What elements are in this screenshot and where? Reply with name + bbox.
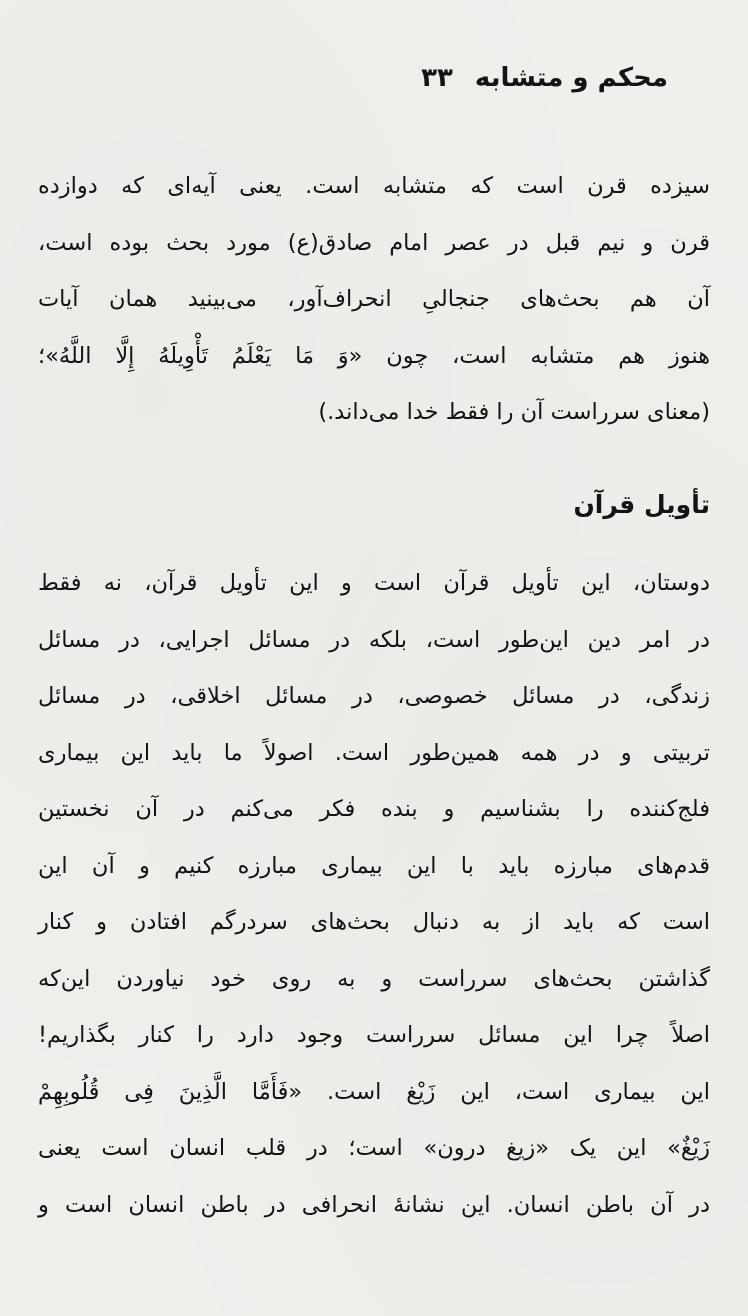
text-line: زَیْغٌ» این یک «زیغ درون» است؛ در قلب انسان است یعنی	[38, 1135, 710, 1161]
text-line: قدم‌های مبارزه باید با این بیماری مبارزه کنیم و آن این	[38, 852, 710, 879]
text-line: تربیتی و در همه همین‌طور است. اصولاً ما باید این بیماری	[38, 739, 710, 766]
text-line: این بیماری است، این زَیْغ است. «فَأَمَّا الَّذِینَ فِی قُلُوبِهِمْ	[38, 1078, 710, 1105]
text-line: هنوز هم متشابه است، چون «وَ مَا یَعْلَمُ تَأْوِیلَهُ إِلَّا اللَّهُ»؛	[38, 342, 710, 369]
text-line: در آن باطن انسان. این نشانهٔ انحرافی در باطن انسان است و	[38, 1191, 710, 1218]
running-header	[80, 58, 668, 98]
text-line: سیزده قرن است که متشابه است. یعنی آیه‌ای که دوازده	[38, 173, 710, 199]
text-line: دوستان، این تأویل قرآن است و این تأویل قرآن، نه فقط	[38, 570, 710, 596]
text-line: (معنای سرراست آن را فقط خدا می‌داند.)	[318, 399, 710, 425]
text-line: است که باید از به دنبال بحث‌های سردرگم افتادن و کنار	[38, 909, 710, 935]
text-line: گذاشتن بحث‌های سرراست و به روی خود نیاوردن این‌که	[38, 965, 710, 992]
text-line: زندگی، در مسائل خصوصی، در مسائل اخلاقی، در مسائل	[38, 683, 710, 709]
page-number: ۳۳	[421, 63, 453, 93]
paragraph-2	[38, 555, 710, 1233]
section-heading: تأویل قرآن	[573, 490, 710, 519]
paragraph-1	[38, 158, 710, 441]
text-line: قرن و نیم قبل در عصر امام صادق(ع) مورد بحث بوده است،	[38, 229, 710, 256]
text-line: در امر دین این‌طور است، بلکه در مسائل اجرایی، در مسائل	[38, 626, 710, 653]
text-line: فلج‌کننده را بشناسیم و بنده فکر می‌کنم در آن نخستین	[38, 796, 710, 822]
text-line: اصلاً چرا این مسائل سرراست وجود دارد را کنار بگذاریم!	[38, 1022, 710, 1048]
chapter-title: محکم و متشابه	[474, 63, 668, 93]
text-line: آن هم بحث‌های جنجالیِ انحراف‌آور، می‌بینید همان آیات	[38, 286, 710, 312]
